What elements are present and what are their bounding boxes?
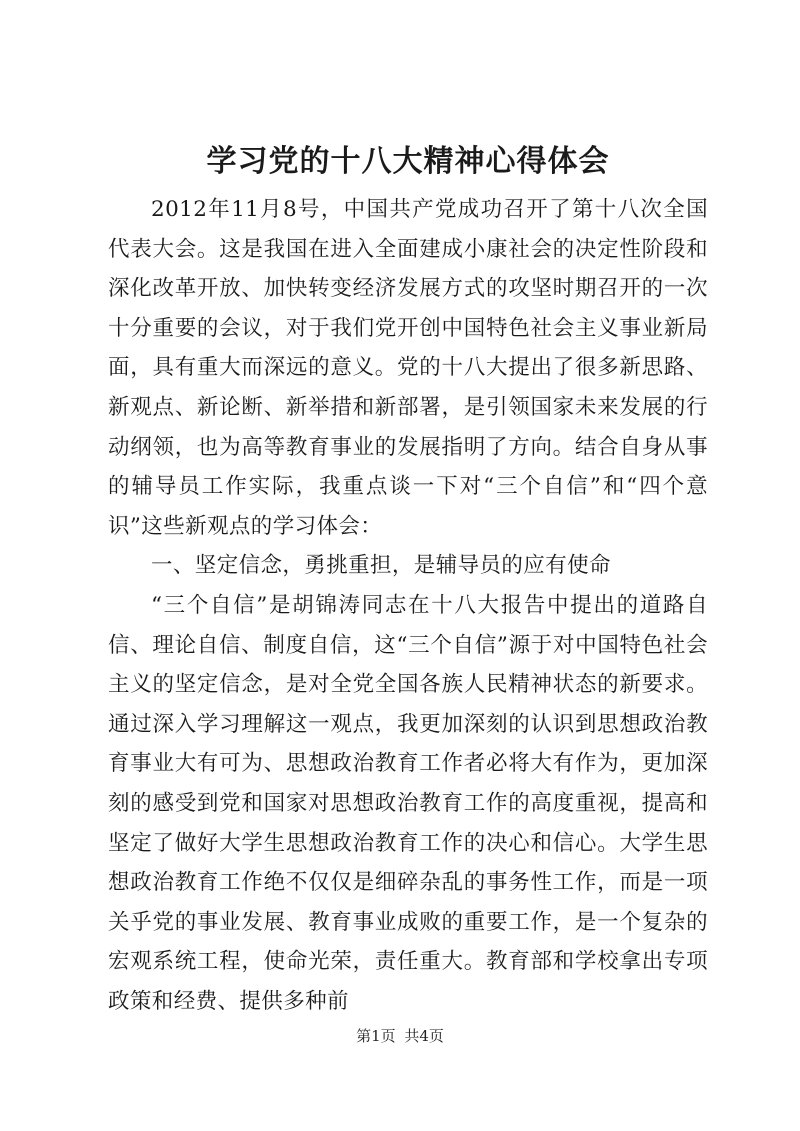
- section-heading-1: 一、坚定信念，勇挑重担，是辅导员的应有使命: [151, 553, 611, 579]
- page-number: 第1页: [356, 1027, 396, 1045]
- page-footer: [0, 1025, 800, 1046]
- document-page: [108, 140, 708, 1021]
- paragraph-section-1: “三个自信”是胡锦涛同志在十八大报告中提出的道路自信、理论自信、制度自信，这“三个自信”源于对中国特色社会主义的坚定信念，是对全党全国各族人民精神状态的新要求。通过深入学习理解这一观点，我更加深刻的认识到思想政治教育事业大有可为、思想政治教育工作者必将大有作为，更加深刻的感受到党和国家对思想政治教育工作的高度重视，提高和坚定了做好大学生思想政治教育工作的决心和信心。大学生思想政治教育工作绝不仅仅是细碎杂乱的事务性工作，而是一项关乎党的事业发展、教育事业成败的重要工作，是一个复杂的宏观系统工程，使命光荣，责任重大。教育部和学校拿出专项政策和经费、提供多种前: [108, 592, 708, 1014]
- document-title: 学习党的十八大精神心得体会: [206, 144, 610, 179]
- paragraph-intro: 2012年11月8号，中国共产党成功召开了第十八次全国代表大会。这是我国在进入全面建成小康社会的决定性阶段和深化改革开放、加快转变经济发展方式的攻坚时期召开的一次十分重要的会议，对于我们党开创中国特色社会主义事业新局面，具有重大而深远的意义。党的十八大提出了很多新思路、新观点、新论断、新举措和新部署，是引领国家未来发展的行动纲领，也为高等教育事业的发展指明了方向。结合自身从事的辅导员工作实际，我重点谈一下对“三个自信”和“四个意识”这些新观点的学习体会：: [108, 197, 708, 539]
- page-total: 共4页: [404, 1027, 444, 1045]
